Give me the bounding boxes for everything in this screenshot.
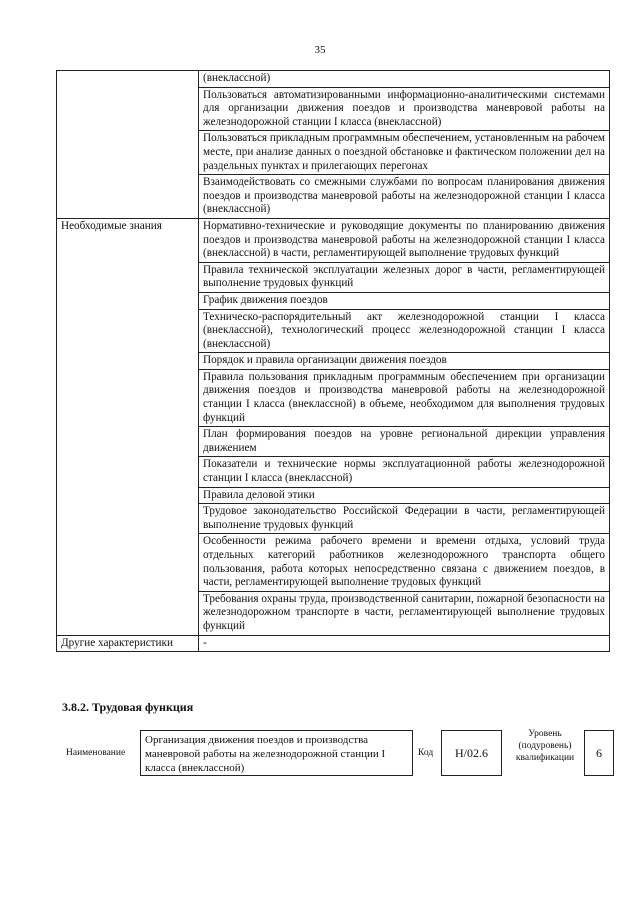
row-content: График движения поездов bbox=[199, 292, 610, 309]
row-content: Особенности режима рабочего времени и времени отдыха, условий труда отдельных категорий работников железнодорожного транспорта общего пользования, работа которых непосредственно связана с движением поездов, в части, регламентирующей выполнение трудовых функций bbox=[199, 534, 610, 591]
section-heading: 3.8.2. Трудовая функция bbox=[62, 700, 194, 714]
function-code-box: Н/02.6 bbox=[441, 730, 502, 776]
row-label: Другие характеристики bbox=[57, 635, 199, 652]
row-content: План формирования поездов на уровне региональной дирекции управления движением bbox=[199, 427, 610, 457]
row-content: Техническо-распорядительный акт железнодорожной станции I класса (внеклассной), технологический процесс железнодорожной станции I класса (внеклассной) bbox=[199, 309, 610, 353]
row-content: - bbox=[199, 635, 610, 652]
row-label bbox=[57, 71, 199, 219]
row-content: Нормативно-технические и руководящие документы по планированию движения поездов и производства маневровой работы на железнодорожной станции I класса (внеклассной) в части, регламентирующей выполнение трудовых функций bbox=[199, 218, 610, 262]
code-label: Код bbox=[418, 748, 434, 758]
row-content: Взаимодействовать со смежными службами по вопросам планирования движения поездов и производства маневровой работы на железнодорожной станции I класса (внеклассной) bbox=[199, 175, 610, 219]
row-content: Порядок и правила организации движения поездов bbox=[199, 353, 610, 370]
row-content: (внеклассной) bbox=[199, 71, 610, 88]
row-content: Показатели и технические нормы эксплуатационной работы железнодорожной станции I класса (внеклассной) bbox=[199, 457, 610, 487]
qualification-level-box: 6 bbox=[584, 730, 614, 776]
row-content: Пользоваться автоматизированными информационно-аналитическими системами для организации движения поездов и производства маневровой работы на железнодорожной станции I класса (внеклассной) bbox=[199, 87, 610, 131]
page-number: 35 bbox=[314, 44, 326, 56]
row-label: Необходимые знания bbox=[57, 218, 199, 635]
row-content: Пользоваться прикладным программным обеспечением, установленным на рабочем месте, при анализе данных о поездной обстановке и фактическом положении дел на раздельных пунктах и прилегающих перегонах bbox=[199, 131, 610, 175]
row-content: Требования охраны труда, производственной санитарии, пожарной безопасности на железнодорожном транспорте в части, регламентирующей выполнение трудовых функций bbox=[199, 591, 610, 635]
row-content: Правила деловой этики bbox=[199, 487, 610, 504]
table-row bbox=[57, 218, 610, 262]
row-content: Правила технической эксплуатации железных дорог в части, регламентирующей выполнение трудовых функций bbox=[199, 262, 610, 292]
table-row bbox=[57, 635, 610, 652]
competency-table bbox=[56, 70, 610, 652]
level-label: Уровень (подуровень) квалификации bbox=[515, 729, 575, 763]
row-content: Трудовое законодательство Российской Федерации в части, регламентирующей выполнение трудовых функций bbox=[199, 504, 610, 534]
function-header bbox=[0, 722, 640, 782]
name-label: Наименование bbox=[66, 748, 126, 758]
row-content: Правила пользования прикладным программным обеспечением при организации движения поездов и производства маневровой работы на железнодорожной станции I класса (внеклассной) в объеме, необходимом для выполнения трудовых функций bbox=[199, 369, 610, 426]
table-row bbox=[57, 71, 610, 88]
function-name-box: Организация движения поездов и производства маневровой работы на железнодорожной станции I класса (внеклассной) bbox=[140, 730, 413, 776]
